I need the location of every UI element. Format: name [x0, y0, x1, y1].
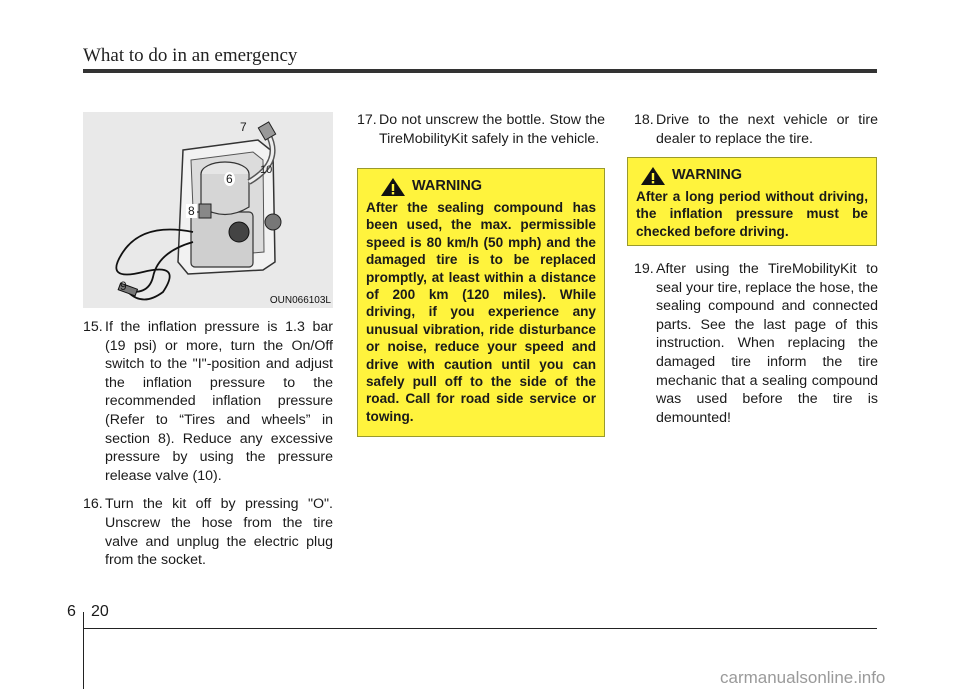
step-number: 19.: [634, 261, 654, 277]
callout-8: 8: [188, 204, 195, 218]
warning-triangle-icon: [380, 177, 406, 197]
tire-mobility-kit-figure: [83, 112, 333, 308]
step-number: 16.: [83, 496, 103, 513]
column-right-lower: [634, 260, 878, 437]
warning-title: WARNING: [412, 178, 483, 195]
step-15: [83, 318, 333, 485]
step-number: 17.: [357, 112, 377, 128]
step-text: If the inflation pressure is 1.3 bar (19 psi) or more, turn the On/Off switch to the "I"-position and adjust the inflation pressure to the recommended inflation pressure (Refer to “Tires and wheels” in section 8). Reduce any excessive pressure by using the pressure release valve (10).: [105, 319, 333, 484]
warning-header: [636, 166, 868, 186]
step-text: Turn the kit off by pressing "O". Unscrew the hose from the tire valve and unplug the electric plug from the socket.: [105, 496, 333, 569]
footer-rule: [83, 628, 877, 629]
column-left: [83, 318, 333, 580]
header-rule: [83, 69, 877, 73]
callout-10: 10: [260, 164, 273, 176]
step-17: [357, 111, 605, 148]
step-19: [634, 260, 878, 427]
watermark: carmanualsonline.info: [720, 668, 886, 687]
page-number: 20: [91, 603, 109, 620]
step-18: [634, 111, 878, 148]
warning-triangle-icon: [640, 166, 666, 186]
footer-divider: [83, 612, 84, 689]
step-number: 18.: [634, 112, 654, 128]
warning-header: [366, 177, 596, 197]
page-header-title: What to do in an emergency: [83, 45, 298, 66]
warning-body: After the sealing compound has been used, the max. permissible speed is 80 km/h (50 mph) and the damaged tire is to be replaced promptly, at least within a distance of 200 km (120 miles). While driving, if you experience any unusual vibration, ride disturbance or noise, reduce your speed and drive with caution until you can safely pull off to the side of the road. Call for road side service or towing.: [366, 200, 596, 424]
column-middle: [357, 111, 605, 158]
warning-body: After a long period without driving, the inflation pressure must be checked before driving.: [636, 189, 868, 239]
step-number: 15.: [83, 319, 103, 335]
step-text: Do not unscrew the bottle. Stow the TireMobilityKit safely in the vehicle.: [379, 112, 605, 147]
warning-box-speed: [357, 168, 605, 437]
section-number: 6: [67, 603, 76, 620]
figure-code: OUN066103L: [269, 295, 331, 306]
callout-7: 7: [240, 120, 247, 134]
callout-6: 6: [226, 172, 233, 186]
warning-title: WARNING: [672, 167, 743, 184]
step-16: [83, 495, 333, 569]
warning-box-pressure: [627, 157, 877, 246]
step-text: After using the TireMobilityKit to seal your tire, replace the hose, the sealing compound and connected parts. See the last page of this instruction. When replacing the damaged tire inform the tire mechanic that a sealing compound was used before the tire is demounted!: [656, 261, 878, 426]
step-text: Drive to the next vehicle or tire dealer to replace the tire.: [656, 112, 878, 147]
column-right: [634, 111, 878, 158]
callout-9: 9: [120, 279, 127, 293]
